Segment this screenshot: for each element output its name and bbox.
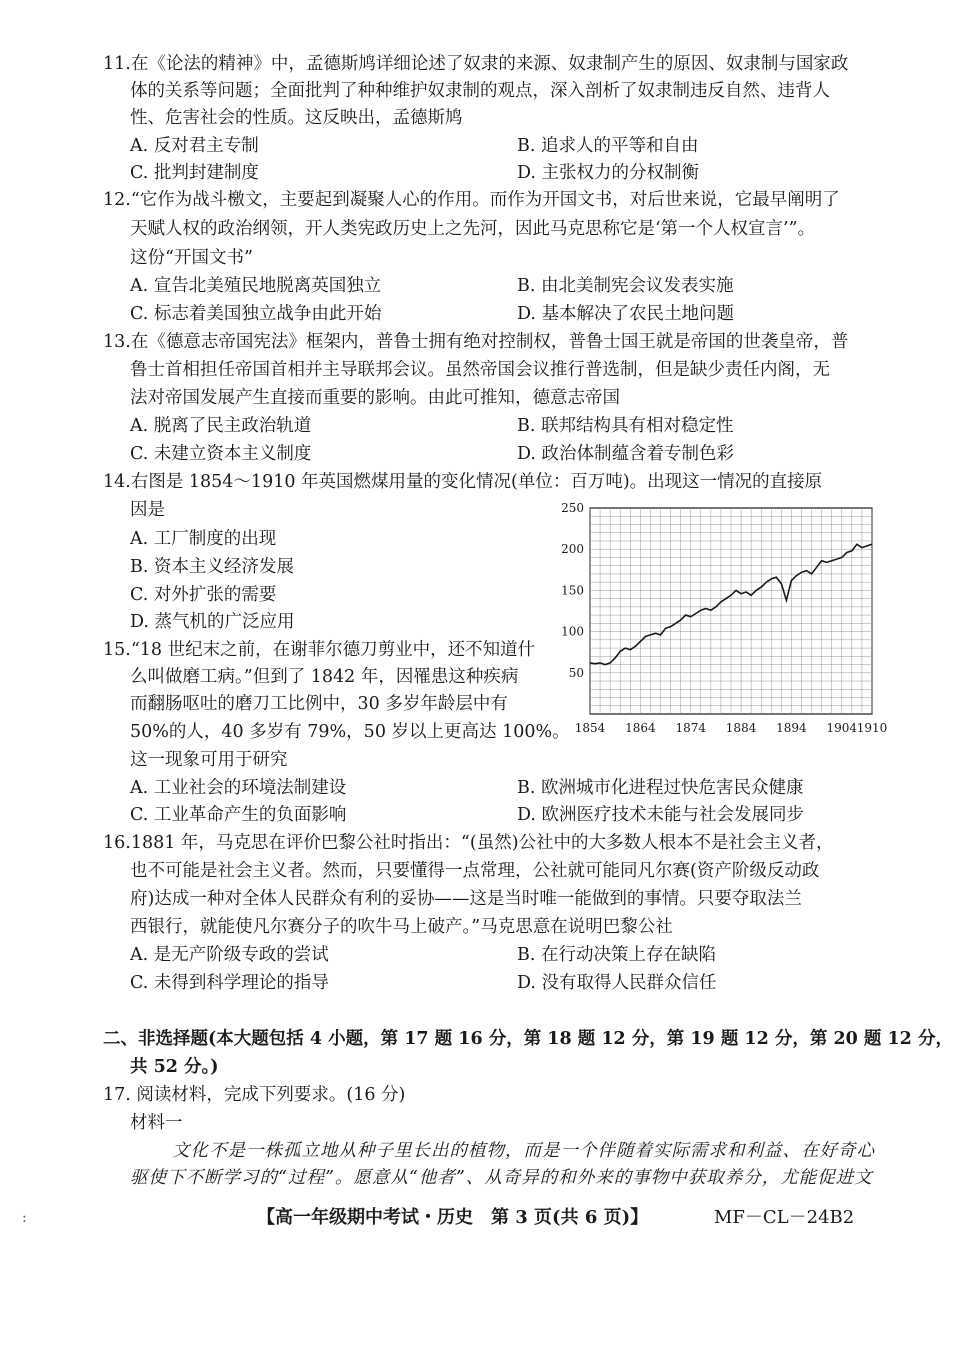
q14-option-b[interactable]: B. 资本主义经济发展 (130, 557, 294, 577)
q13-stem-line-1: 13.在《德意志帝国宪法》框架内，普鲁士拥有绝对控制权，普鲁士国王就是帝国的世袭皇帝，普 (103, 332, 849, 352)
chart-x-tick-label: 1854 (574, 721, 606, 735)
q15-option-b[interactable]: B. 欧洲城市化进程过快危害民众健康 (517, 778, 804, 798)
q11-stem-line-2: 体的关系等问题；全面批判了种种维护奴隶制的观点，深入剖析了奴隶制违反自然、违背人 (130, 81, 830, 101)
q13-stem-line-2: 鲁士首相担任帝国首相并主导联邦会议。虽然帝国会议推行普选制，但是缺少责任内阁，无 (130, 360, 830, 380)
q15-stem-line-1: 15.“18 世纪末之前，在谢菲尔德刀剪业中，还不知道什 (103, 640, 536, 660)
q15-option-c[interactable]: C. 工业革命产生的负面影响 (130, 805, 347, 825)
q14-option-d[interactable]: D. 蒸气机的广泛应用 (130, 612, 295, 632)
q11-option-b[interactable]: B. 追求人的平等和自由 (517, 136, 699, 156)
q15-stem-line-4: 50%的人，40 多岁有 79%，50 岁以上更高达 100%。 (130, 722, 570, 742)
q12-option-d[interactable]: D. 基本解决了农民土地问题 (517, 304, 735, 324)
q12-stem-line-2: 天赋人权的政治纲领，开人类宪政历史上之先河，因此马克思称它是‘第一个人权宣言’”。 (130, 219, 816, 239)
scan-mark: : (22, 1210, 27, 1226)
q16-stem-line-4: 西银行，就能使凡尔赛分子的吹牛马上破产。”马克思意在说明巴黎公社 (130, 917, 673, 937)
q14-option-c[interactable]: C. 对外扩张的需要 (130, 585, 277, 605)
chart-y-tick-label: 200 (561, 542, 584, 557)
q14-stem-line-1: 14.右图是 1854～1910 年英国燃煤用量的变化情况(单位：百万吨)。出现这一情况的直接原 (103, 472, 823, 492)
q11-stem-line-1: 11.在《论法的精神》中，孟德斯鸠详细论述了奴隶的来源、奴隶制产生的原因、奴隶制与国家政 (103, 54, 849, 74)
chart-y-tick-label: 150 (561, 583, 584, 598)
q11-option-c[interactable]: C. 批判封建制度 (130, 163, 259, 183)
q13-option-d[interactable]: D. 政治体制蕴含着专制色彩 (517, 444, 735, 464)
q16-option-d[interactable]: D. 没有取得人民群众信任 (517, 973, 717, 993)
chart-x-tick-label: 1894 (776, 721, 807, 735)
q12-option-c[interactable]: C. 标志着美国独立战争由此开始 (130, 304, 382, 324)
q15-stem-line-5: 这一现象可用于研究 (130, 750, 288, 770)
q12-option-b[interactable]: B. 由北美制宪会议发表实施 (517, 276, 734, 296)
q16-stem-line-1: 16.1881 年，马克思在评价巴黎公社时指出：“(虽然)公社中的大多数人根本不是社会主义者， (103, 833, 834, 853)
footer-code: MF－CL－24B2 (714, 1207, 855, 1228)
q15-stem-line-3: 而翻肠呕吐的磨刀工比例中，30 多岁年龄层中有 (130, 694, 508, 714)
chart-x-tick-label: 1910 (856, 721, 888, 735)
q11-option-a[interactable]: A. 反对君主专制 (130, 136, 259, 156)
q17-material-label: 材料一 (130, 1113, 183, 1133)
chart-y-tick-label: 250 (561, 501, 584, 515)
q12-stem-line-1: 12.“它作为战斗檄文，主要起到凝聚人心的作用。而作为开国文书，对后世来说，它最早阐明了 (103, 190, 840, 210)
chart-x-tick-label: 1874 (675, 721, 706, 735)
coal-usage-line-chart (556, 498, 888, 744)
q16-option-a[interactable]: A. 是无产阶级专政的尝试 (130, 945, 329, 965)
chart-y-tick-label: 50 (568, 665, 584, 680)
q12-stem-line-3: 这份“开国文书” (130, 248, 253, 268)
chart-x-tick-label: 1904 (826, 721, 858, 735)
q14-stem-line-2: 因是 (130, 500, 165, 520)
q15-stem-line-2: 么叫做磨工病。”但到了 1842 年，因罹患这种疾病 (130, 667, 519, 687)
q16-stem-line-2: 也不可能是社会主义者。然而，只要懂得一点常理，公社就可能同凡尔赛(资产阶级反动政 (130, 861, 820, 881)
chart-x-tick-label: 1864 (625, 721, 656, 735)
q16-option-c[interactable]: C. 未得到科学理论的指导 (130, 973, 329, 993)
chart-x-tick-label: 1884 (725, 721, 757, 735)
q13-option-b[interactable]: B. 联邦结构具有相对稳定性 (517, 416, 734, 436)
q11-option-d[interactable]: D. 主张权力的分权制衡 (517, 163, 700, 183)
section2-heading-line-1: 二、非选择题(本大题包括 4 小题，第 17 题 16 分，第 18 题 12 分，第 19 题 12 分，第 20 题 12 分， (103, 1029, 953, 1049)
q14-option-a[interactable]: A. 工厂制度的出现 (130, 529, 277, 549)
q11-stem-line-3: 性、危害社会的性质。这反映出，孟德斯鸠 (130, 108, 463, 128)
q17-material-line-1: 文化不是一株孤立地从种子里长出的植物，而是一个伴随着实际需求和利益、在好奇心 (172, 1141, 875, 1161)
q12-option-a[interactable]: A. 宣告北美殖民地脱离英国独立 (130, 276, 382, 296)
chart-y-tick-label: 100 (561, 624, 584, 639)
q17-material-line-2: 驱使下不断学习的“过程”。愿意从“他者”、从奇异的和外来的事物中获取养分，尤能促进文 (130, 1168, 873, 1188)
q17-stem: 17. 阅读材料，完成下列要求。(16 分) (103, 1085, 406, 1105)
q13-stem-line-3: 法对帝国发展产生直接而重要的影响。由此可推知，德意志帝国 (130, 388, 620, 408)
q13-option-a[interactable]: A. 脱离了民主政治轨道 (130, 416, 312, 436)
q13-option-c[interactable]: C. 未建立资本主义制度 (130, 444, 312, 464)
q16-stem-line-3: 府)达成一种对全体人民群众有利的妥协——这是当时唯一能做到的事情。只要夺取法兰 (130, 889, 802, 909)
q16-option-b[interactable]: B. 在行动决策上存在缺陷 (517, 945, 716, 965)
q15-option-d[interactable]: D. 欧洲医疗技术未能与社会发展同步 (517, 805, 805, 825)
q15-option-a[interactable]: A. 工业社会的环境法制建设 (130, 778, 347, 798)
section2-heading-line-2: 共 52 分。) (130, 1057, 219, 1077)
footer-page-info: 【高一年级期中考试・历史 第 3 页(共 6 页)】 (257, 1207, 649, 1228)
